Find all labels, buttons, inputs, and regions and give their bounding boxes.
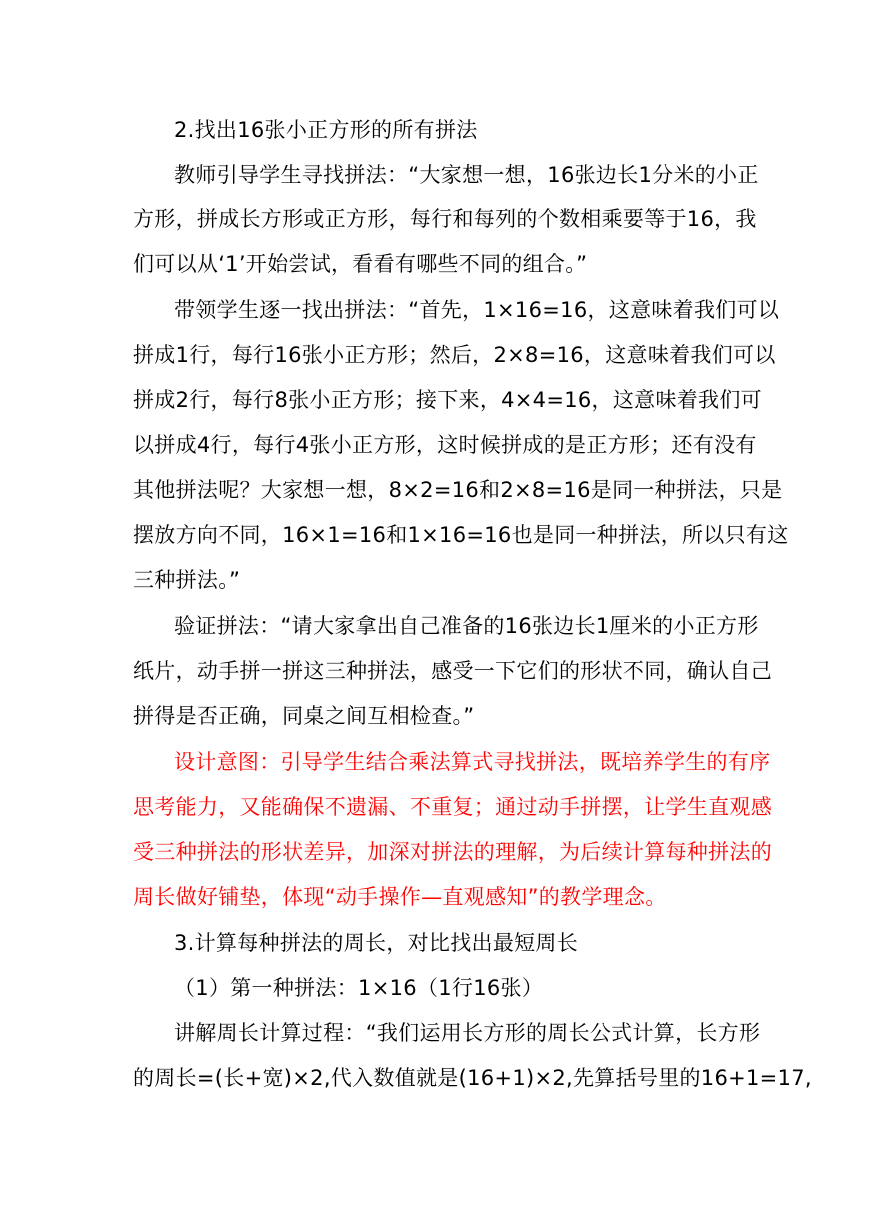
subsection-1-heading: （1）第一种拼法：1×16（1行16张）	[174, 976, 544, 1000]
paragraph-line: 纸片，动手拼一拼这三种拼法，感受一下它们的形状不同，确认自己	[133, 659, 772, 683]
design-intent-line: 受三种拼法的形状差异，加深对拼法的理解，为后续计算每种拼法的	[133, 840, 772, 864]
paragraph-line: 摆放方向不同，16×1=16和1×16=16也是同一种拼法，所以只有这	[133, 523, 789, 547]
paragraph-line: 拼成2行，每行8张小正方形；接下来，4×4=16，这意味着我们可	[133, 388, 762, 412]
paragraph-line: 拼得是否正确，同桌之间互相检查。”	[133, 704, 475, 728]
paragraph-line: 带领学生逐一找出拼法：“首先，1×16=16，这意味着我们可以	[174, 298, 780, 322]
paragraph-line: 教师引导学生寻找拼法：“大家想一想，16张边长1分米的小正	[174, 163, 759, 187]
section-3-heading: 3.计算每种拼法的周长，对比找出最短周长	[174, 931, 579, 955]
paragraph-line: 以拼成4行，每行4张小正方形，这时候拼成的是正方形；还有没有	[133, 433, 757, 457]
design-intent-line: 设计意图：引导学生结合乘法算式寻找拼法，既培养学生的有序	[174, 750, 771, 774]
design-intent-line: 思考能力，又能确保不遗漏、不重复；通过动手拼摆，让学生直观感	[133, 795, 772, 819]
paragraph-line: 三种拼法。”	[133, 568, 241, 592]
section-2-heading: 2.找出16张小正方形的所有拼法	[174, 118, 478, 142]
paragraph-line: 们可以从‘1’开始尝试，看看有哪些不同的组合。”	[133, 252, 588, 276]
paragraph-line: 讲解周长计算过程：“我们运用长方形的周长公式计算，长方形	[174, 1021, 761, 1045]
paragraph-line: 拼成1行，每行16张小正方形；然后，2×8=16，这意味着我们可以	[133, 343, 776, 367]
paragraph-line: 验证拼法：“请大家拿出自己准备的16张边长1厘米的小正方形	[174, 614, 759, 638]
paragraph-line: 其他拼法呢？大家想一想，8×2=16和2×8=16是同一种拼法，只是	[133, 478, 783, 502]
paragraph-line: 的周长=(长+宽)×2,代入数值就是(16+1)×2,先算括号里的16+1=17,	[133, 1066, 812, 1090]
paragraph-line: 方形，拼成长方形或正方形，每行和每列的个数相乘要等于16，我	[133, 207, 757, 231]
design-intent-line: 周长做好铺垫，体现“动手操作—直观感知”的教学理念。	[133, 885, 667, 909]
